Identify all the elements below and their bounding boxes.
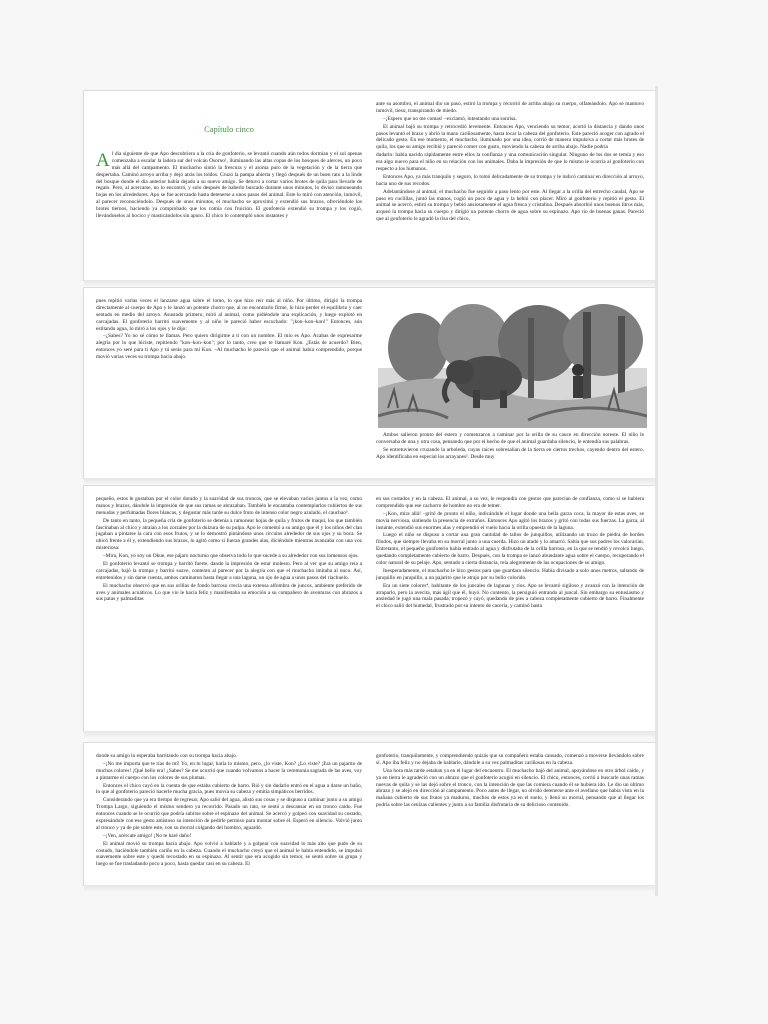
drop-cap: A <box>96 149 110 171</box>
paragraph: –¡No me importa que te rías de mí! Yo, en tu lugar, haría lo mismo, pero, ¿lo viste, Kon? ¿Lo viste? ¡Era un pajarito de muchos colores! ¡Qué bello era! ¿Sabes? Se me ocurrió que cuando volvamos a hacer la ceremonia sagrada de las aves, voy a pintarme el cuerpo con los colores de sus plumas. <box>96 760 362 781</box>
page-3 <box>84 288 370 478</box>
paragraph: –¡Ven, acércate amigo! ¡No te haré daño! <box>103 832 192 839</box>
page-spread-2 <box>84 288 656 478</box>
paragraph: Inesperadamente, el muchacho le hizo gestos para que guardara silencio. Había divisado a solo unos metros, saltando de junquillo en junquillo, a un pajarito que le atrajo por su bello colorido. <box>376 567 644 581</box>
paragraph: Adelantándose al animal, el muchacho fue seguido a paso lento por este. Al llegar a la orilla del estrecho caudal, Apo se puso en cuclillas, juntó las manos, cogió un poco de agua y la bebió con placer. Miró al gonfoterio y repitió el gesto. El animal se acercó, estiró su trompa y bebió ansiosamente el agua fresca y cristalina. Después absorbió unos buenos litros más, arqueó la trompa hacia su cuerpo y dirigió un potente chorro de agua sobre su espinazo. Apo rio de buenas ganas. Pareció que al gonfoterio le agradó la risa del chico, <box>376 188 644 223</box>
paragraph: El muchacho observó que en sus orillas de fondo barroso crecía una extensa alfombra de juncos, ambiente preferido de aves y animales acuáticos. Lo que vio le hacía feliz y manifestaba su emoción a su compañero de aventuras con abrazos a sus patas y palmaditas <box>96 582 362 603</box>
paragraph: dudarlo: había nacido rápidamente entre ellos la confianza y una comunicación singular. Ninguno de los dos se temía y eso era algo nuevo para el niño en su relación con los animales. Daba la impresión de que lo mismo le ocurría al gonfoterio con respecto a los humanos. <box>376 152 644 173</box>
page-2 <box>370 91 656 280</box>
page-4 <box>370 288 656 478</box>
page-1 <box>84 91 370 280</box>
forest-illustration <box>378 298 647 428</box>
page-spread-4 <box>84 743 656 885</box>
paragraph: Entonces el chico cayó en la cuenta de que estaba cubierto de barro. Rió y sin dudarlo entró en el agua a darse un baño, lo que al gonfoterio pareció hacerle mucha gracia, pues movía su cabeza y emitía simpáticos berridos. <box>96 782 362 796</box>
paragraph: en sus costados y en la cabeza. El animal, a su vez, le respondía con gestos que parecían de confianza, como si se hubiera comprendido que ese cachorro de hombre no era de temer. <box>376 496 644 509</box>
paragraph: Considerando que ya era tiempo de regresar, Apo salió del agua, alistó sus cosas y se dispuso a caminar junto a su amigo Trompa Largo, siguiendo el mismo sendero ya recorrido. Pasado un rato, se sentó a descansar en un tronco caído. Fue entonces cuando se le ocurrió que podría subirse sobre el espinazo del animal. Se acercó y golpeó con suavidad su costado, expresándole con ese gesto amistoso su intención de pedirle permiso para montar sobre él. Esperó en silencio. Volvió junto al tronco y ya de pie sobre este, con su morral colgando del hombro, aguardó. <box>96 797 362 831</box>
chapter-title: Capítulo cinco <box>204 124 254 134</box>
paragraph: Una hora más tarde estaban ya en el lugar del encuentro. El muchacho bajó del animal, apoyándose en otro árbol caído, y ya en tierra le agradeció con un abrazo que el gonfoterio acogió en silencio. El chico, entonces, corrió a buscarle unas ramas nuevas de quila y se las dejó sobre el tronco, con la intención de que las comiera cuando él se hubiera ido. Le dio un último abrazo y se alejó en dirección al campamento. Poco antes de llegar, no olvidó detenerse ante el avellano que había visto en la mañana cubierto de sus frutos ya maduros, muchos de estos ya en el suelo, y llenó su morral, pensando que al llegar los podría sobre las cenizas calientes y junto a su familia disfrutaría de su delicioso contenido. <box>376 767 644 809</box>
paragraph: Ambos salieron pronto del estero y comenzaron a caminar por la orilla de su cauce en dirección noreste. El niño le conversaba de una y otra cosa, pensando que por el hecho de que el animal guardaba silencio, le entendía sus palabras. <box>376 432 644 445</box>
paragraph: –¡Kon, mira allá! –gritó de pronto el niño, indicándole el lugar donde una bella garza coca, la mayor de estas aves, se movía nerviosa, sintiendo la presencia de extraños. Entonces Apo agitó los brazos y gritó con todas sus fuerzas. La garza, al instante, extendió sus enormes alas y emprendió el vuelo hacia la orilla opuesta de la laguna. <box>376 510 644 531</box>
paragraph: donde su amigo lo esperaba barritando con su trompa hacia abajo. <box>96 753 238 759</box>
paragraph: pues repitió varias veces el lanzarse agua sobre el lomo, lo que hizo reír más al niño. Por último, dirigió la trompa directamente al cuerpo de Apo y le lanzó un potente chorro que, al no encontrarlo firme, lo hizo perder el equilibrio y caer sentado en medio del arroyo. Asustado primero, miró al animal, como pidiéndole una explicación, y luego explotó en carcajadas. El gonfoterio barritó suavemente y al niño le pareció haber escuchado: "¡kon–kon–kon!" Entonces, aún estilando agua, lo miró a los ojos y le dijo: <box>96 298 362 332</box>
paragraph: gonfoterio, tranquilamente, y comprendiendo quizás que su compañero estaba cansado, comenzó a moverse llevándolo sobre sí. Apo iba feliz y no dejaba de hablarle, dándole a su vez palmaditas cariñosas en la cabeza. <box>376 753 644 766</box>
chapter-first-paragraph <box>96 151 362 220</box>
paragraph: Entonces Apo, ya más tranquilo y seguro, lo tomó delicadamente de su trompa y le indicó caminar en dirección al arroyo, hacia uno de sus recodos. <box>376 173 644 187</box>
page-5 <box>84 486 370 731</box>
paragraph: Era un siete colores⁴, habitante de los juncales de lagunas y ríos. Apo se levantó sigiloso y avanzó con la intención de atraparlo, pero la avecita, más ágil que él, huyó. No contento, la persiguió entrando al juncal. Sin embargo su entusiasmo y ansiedad le jugó una mala pasada; tropezó y cayó, quedando de pies a cabeza completamente cubierto de barro. Finalmente el chico salió del humedal, frustrado por su intento de cacería, y caminó hasta <box>376 582 644 610</box>
page-spread-3 <box>84 486 656 731</box>
paragraph: –Mira, Kon, yo soy un Okue, ese pájaro nocturno que observa todo lo que sucede a su alrededor con sus inmensos ojos. <box>103 553 359 560</box>
paragraph: El animal bajó su trompa y retrocedió levemente. Entonces Apo, venciendo su temor, acortó la distancia y dando unos pasos levantó el brazo y abrió la mano cariñosamente, hasta tocar la cabeza del gonfoterio. Este pareció acoger con agrado el delicado gesto. En ese momento, el muchacho, iluminado por una idea, corrió de manera impulsiva a cortar más brotes de quila, los que su amigo recibió y pareció comer con gusto, moviendo la cabeza de arriba abajo. Nadie podría <box>376 123 644 151</box>
paragraph: El gonfoterio levantó se trompa y barritó fuerte, dando la impresión de estar molesto. Pero al ver que su amigo reía a carcajadas, bajó la trompa y barritó suave, contento al parecer por la alegría con que el muchacho imitaba al nuco. Así, entretenidos y sin darse cuenta, ambos caminaron hasta llegar a una laguna, un ojo de agua a unos pasos del riachuelo. <box>96 561 362 581</box>
page-8 <box>370 743 656 885</box>
paragraph: –¿Sabes? Yo no sé cómo te llamas. Pero quiero dirigirme a ti con un nombre. El mío es Apo. Acabas de expresarme alegría por lo que hiciste, repitiendo "kon–kon–kon"; por lo tanto, creo que te llamaré Kon. ¿Estás de acuerdo? Bien, entonces yo seré para ti Apo y tú serás para mí Kon. –Al muchacho le pareció que el animal había comprendido, porque movió varias veces su trompa hacia abajo. <box>96 333 362 361</box>
paragraph: pequeño, estos le gustaban por el color dorado y la suavidad de sus troncos, que se elevaban varios juntos a la vez, como manos y brazos, dándole la impresión de que sus ramas se abrazaban. También le encantaba contemplarlos cubiertos de sus menudas y perfumadas flores blancas, y degustar más tarde su dulce fruto de intenso color negro azulado, el cauchao³. <box>96 496 362 516</box>
paragraph: De tanto en tanto, la pequeña cría de gonfoterio se detenía a ramonear hojas de quila y frutos de maqui, los que también fascinaban al chico y atraían a los zorzales por la dulzura de su pulpa. Apo le comentó a su amigo que él y los niños del clan jugaban a pintarse la cara con esos frutos, y se lo demostró pintándose unos círculos alrededor de sus ojos y su boca. Se ubicó frente a él y, extendiendo sus brazos, lo agitó como si fueran grandes alas, diciéndole mientras avanzaba con una voz misteriosa: <box>96 517 362 552</box>
page-spread-1 <box>84 91 656 280</box>
page-6 <box>370 486 656 731</box>
paragraph: Se entretuvieron cruzando la arboleda, cuyas raíces sobresalían de la tierra en ciertos trechos, cayendo dentro del estero. Apo identificaba en especial los arrayanes². Desde muy <box>376 446 644 460</box>
first-paragraph-text: l día siguiente de que Apo descubriera a la cría de gonfoterio, se levantó cuando aún todos dormían y el sol apenas comenzaba a escalar la ladera sur del volcán Osorno¹, iluminando las altas copas de los bosques de alerces, un poco más allá del campamento. El muchacho sintió la frescura y el aroma puro de la vegetación y de la tierra que despertaba. Caminó arroyo arriba y dejó atrás los toldos. Cruzó la pampa abierta y llegó después de un buen rato a la linde del bosque donde el día anterior había dejado a su nuevo amigo. Se detuvo a cortar varios brotes de quila para llevarle de regalo. Pero, al acercarse, no lo encontró, y solo después de haberlo buscado durante unos minutos, lo divisó ramoneando hojas en los alrededores. Apo se fue acercando hasta detenerse a unos pasos del animal. Este lo miró con atención, inmóvil, al parecer reconociéndolo. Después de unos minutos, el muchacho se aproximó y extendió sus brazos, ofreciéndole los brotes tiernos, haciendo ya comprobado que los comía con fruición. El gonfoterio extendió su trompa y los cogió, llevándoselos al hocico y masticándolos sin apuro. El chico lo contempló unos instantes y <box>96 150 362 219</box>
paragraph: ante su asombro, el animal dio un paso, estiró la trompa y recorrió de arriba abajo su cuerpo, olfateándolo. Apo se mantuvo inmóvil, tieso, transpirando de miedo. <box>376 101 644 114</box>
paragraph: Luego el niño se dispuso a cortar una gran cantidad de tallos de junquillos, utilizando un trozo de piedra de bordes filudos, que siempre llevaba en su morral junto a una cuerda. Hizo un atado y lo amarró. Sabía que sus padres los valorarían. Entretanto, el pequeño gonfoterio había entrado al agua y disfrutaba de la orilla barrosa, en la que se tendió y revolcó luego, quedando completamente cubierto de barro. Después, con la trompa se lanzó abundante agua sobre el cuerpo, recuperando el color natural de su pelaje. Apo, sentado a cierta distancia, reía alegremente de las ocupaciones de su amigo. <box>376 532 644 567</box>
paragraph: El animal movió su trompa hacia abajo. Apo volvió a hablarle y a golpear con suavidad lo más alto que pudo de su costado, haciéndole también cariño en la cabeza. Cuando el muchacho creyó que el animal le había entendido, se impulsó suavemente sobre este y quedó recostado en su espinazo. Al sentir que era acogido sin temor, se sentó sobre su grupa y luego se fue trasladando poco a poco, hasta quedar casi en su cabeza. El <box>96 840 362 868</box>
page-7 <box>84 743 370 885</box>
paragraph: –¡Espero que no me comas! –exclamó, intentando una sonrisa. <box>383 115 517 122</box>
vertical-scrollbar[interactable] <box>655 86 658 896</box>
